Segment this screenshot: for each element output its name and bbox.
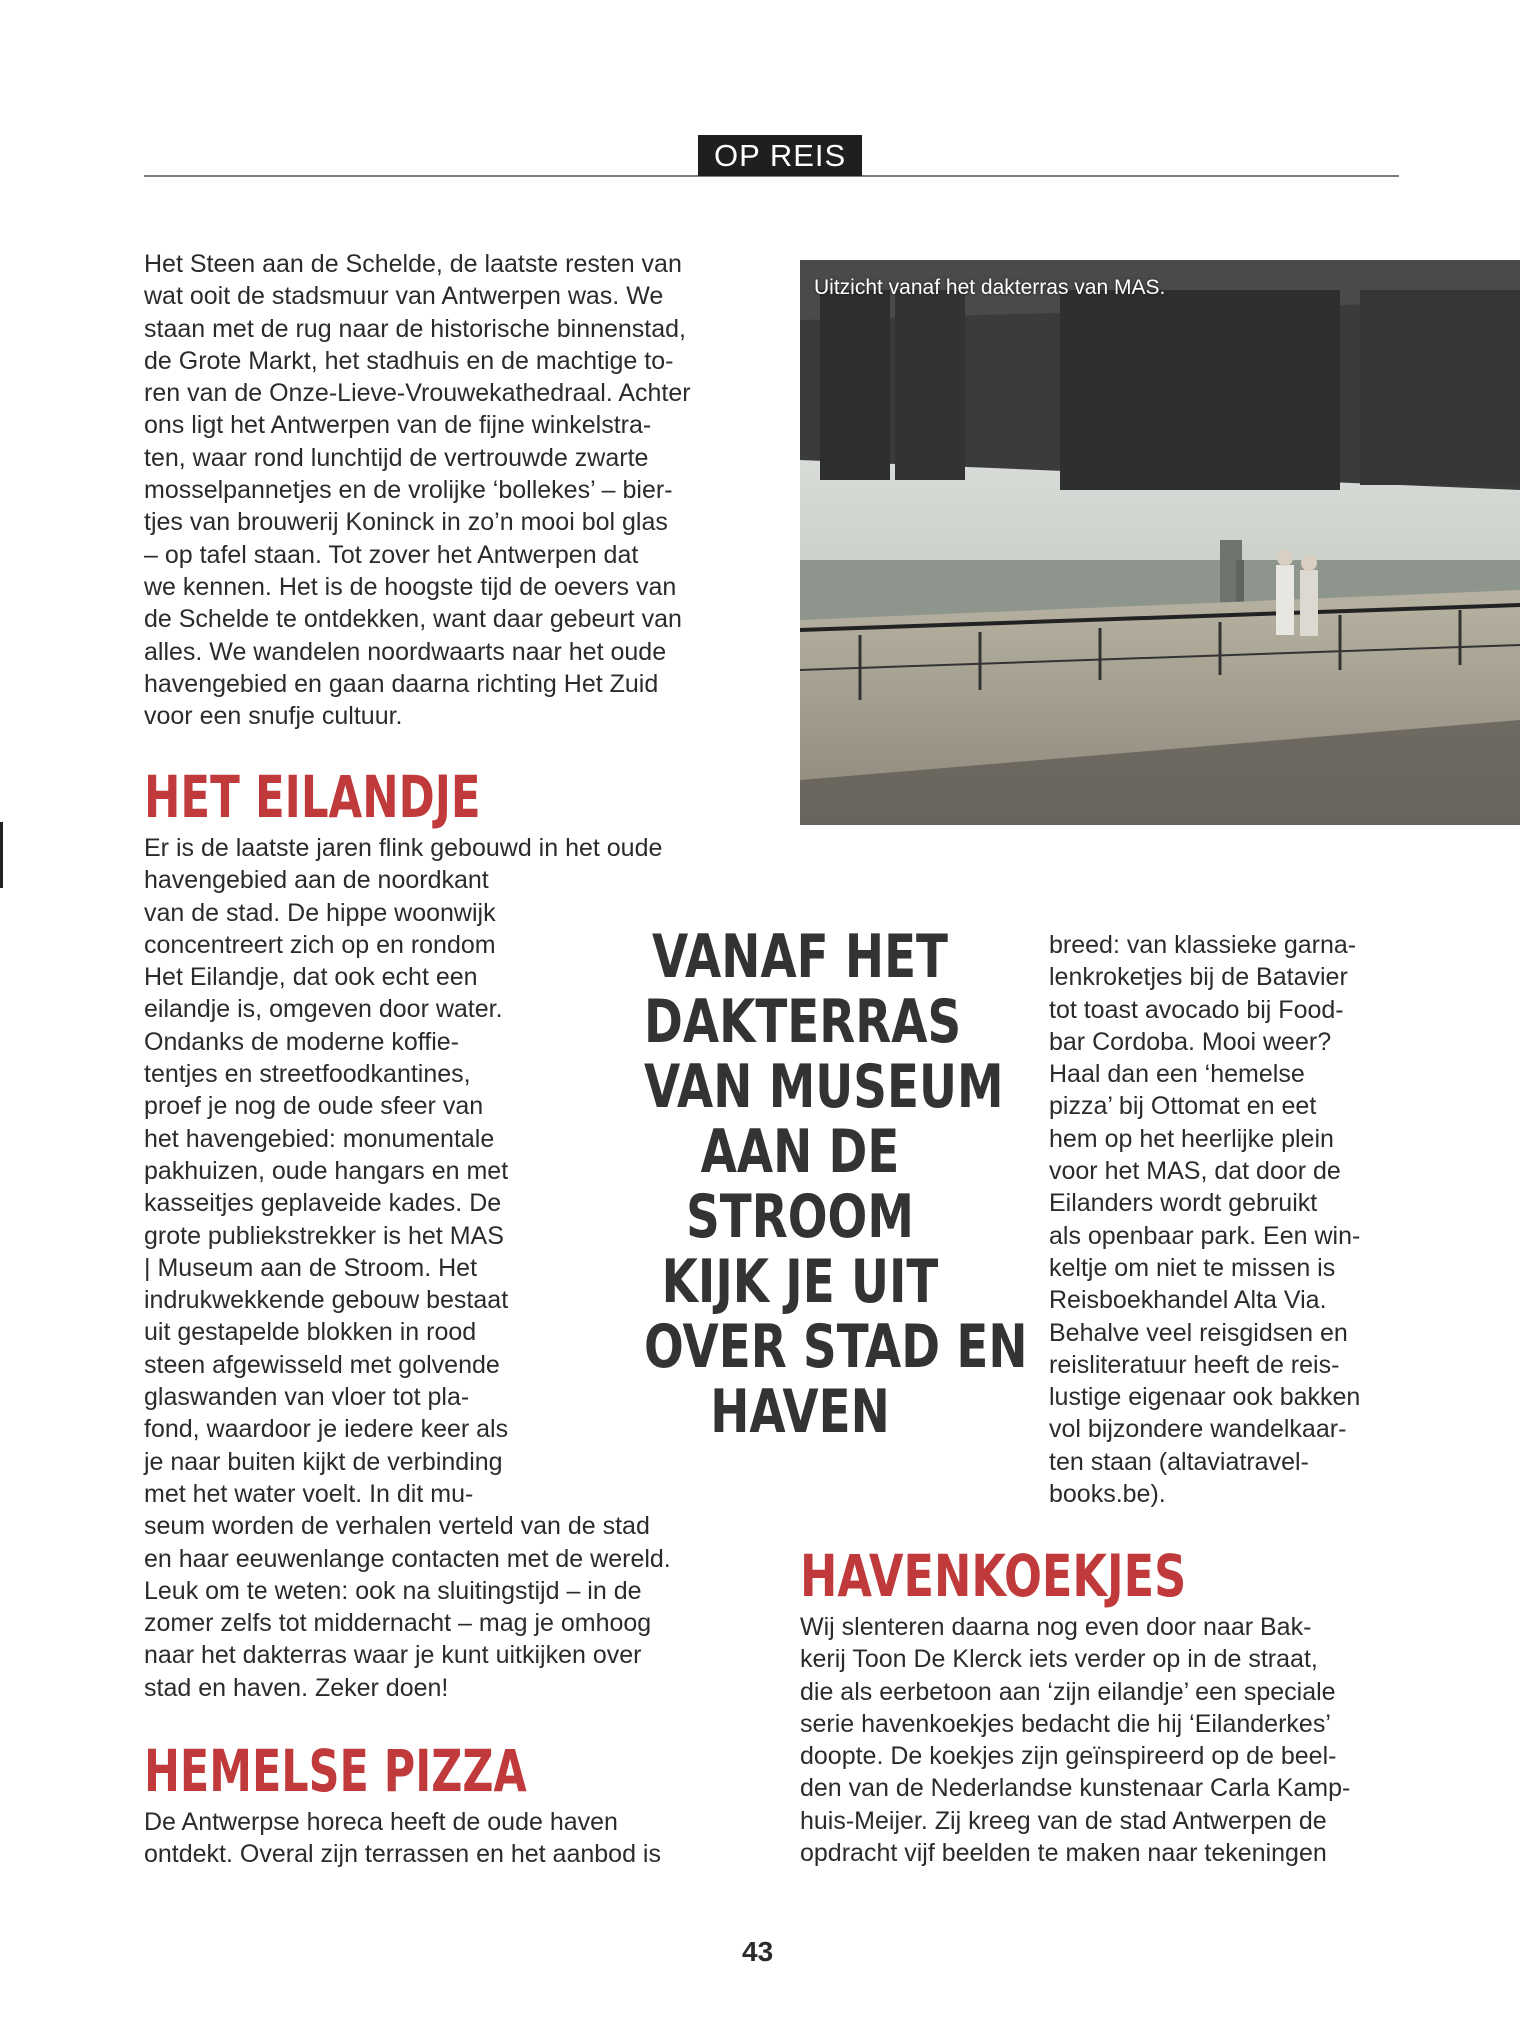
- pull-quote-line: OVER STAD EN: [644, 1312, 1028, 1382]
- eilandje-line: van de stad. De hippe woonwijk: [144, 898, 496, 927]
- pizza-cont-line: lustige eigenaar ook bakken: [1049, 1383, 1361, 1412]
- pizza-paragraph: [144, 1806, 661, 1871]
- intro-line: voor een snufje cultuur.: [144, 702, 403, 731]
- intro-line: – op tafel staan. Tot zover het Antwerpen dat: [144, 540, 639, 569]
- pizza-cont-line: lenkroketjes bij de Batavier: [1049, 963, 1348, 992]
- haven-line: huis-Meijer. Zij kreeg van de stad Antwerpen de: [800, 1806, 1327, 1835]
- pizza-cont-line: Eilanders wordt gebruikt: [1049, 1189, 1318, 1218]
- pizza-cont-line: bar Cordoba. Mooi weer?: [1049, 1027, 1332, 1056]
- pull-quote-line: HAVEN: [710, 1377, 890, 1447]
- eilandje-line: tentjes en streetfoodkantines,: [144, 1060, 471, 1089]
- pizza-cont-line: Behalve veel reisgidsen en: [1049, 1318, 1348, 1347]
- eilandje-line: steen afgewisseld met golvende: [144, 1350, 500, 1379]
- haven-line: opdracht vijf beelden te maken naar tekeningen: [800, 1839, 1327, 1868]
- eilandje-line: eilandje is, omgeven door water.: [144, 995, 503, 1024]
- pizza-continued-paragraph: [1049, 929, 1360, 1510]
- rooftop-illustration: [800, 260, 1520, 825]
- eilandje-line: met het water voelt. In dit mu-: [144, 1479, 474, 1508]
- eilandje-line: concentreert zich op en rondom: [144, 930, 496, 959]
- intro-line: Het Steen aan de Schelde, de laatste resten van: [144, 250, 682, 278]
- pull-quote-line: DAKTERRAS: [644, 987, 962, 1057]
- intro-line: havengebied en gaan daarna richting Het Zuid: [144, 669, 659, 698]
- haven-line: Wij slenteren daarna nog even door naar Bak-: [800, 1613, 1312, 1641]
- intro-line: wat ooit de stadsmuur van Antwerpen was. We: [144, 282, 664, 311]
- photo-caption: Uitzicht vanaf het dakterras van MAS.: [814, 276, 1166, 299]
- intro-line: tjes van brouwerij Koninck in zo’n mooi bol glas: [144, 508, 668, 537]
- pull-quote-line: STROOM: [686, 1182, 914, 1252]
- intro-line: ten, waar rond lunchtijd de vertrouwde zwarte: [144, 443, 649, 472]
- pull-quote-line: VAN MUSEUM: [644, 1052, 1004, 1122]
- intro-line: alles. We wandelen noordwaarts naar het oude: [144, 637, 667, 666]
- eilandje-line: proef je nog de oude sfeer van: [144, 1092, 484, 1121]
- eilandje-line: Leuk om te weten: ook na sluitingstijd – in de: [144, 1576, 642, 1605]
- section-label: OP REIS: [698, 135, 862, 176]
- eilandje-line: fond, waardoor je iedere keer als: [144, 1415, 509, 1444]
- pizza-cont-line: als openbaar park. Een win-: [1049, 1221, 1361, 1250]
- pull-quote-line: KIJK JE UIT: [661, 1247, 939, 1317]
- pizza-cont-line: Haal dan een ‘hemelse: [1049, 1060, 1305, 1089]
- intro-line: de Grote Markt, het stadhuis en de machtige to-: [144, 346, 674, 375]
- pizza-cont-line: vol bijzondere wandelkaar-: [1049, 1415, 1347, 1444]
- pizza-cont-line: breed: van klassieke garna-: [1049, 931, 1357, 959]
- intro-line: ons ligt het Antwerpen van de fijne winkelstra-: [144, 411, 652, 440]
- eilandje-line: kasseitjes geplaveide kades. De: [144, 1189, 502, 1218]
- pizza-cont-line: hem op het heerlijke plein: [1049, 1124, 1334, 1153]
- eilandje-line: | Museum aan de Stroom. Het: [144, 1253, 478, 1282]
- pizza-cont-line: Reisboekhandel Alta Via.: [1049, 1286, 1327, 1315]
- pizza-line: ontdekt. Overal zijn terrassen en het aanbod is: [144, 1840, 661, 1869]
- haven-line: doopte. De koekjes zijn geïnspireerd op de beel-: [800, 1742, 1337, 1771]
- pizza-cont-line: keltje om niet te missen is: [1049, 1253, 1336, 1282]
- pizza-cont-line: ten staan (altaviatravel-: [1049, 1447, 1309, 1476]
- eilandje-line: zomer zelfs tot middernacht – mag je omhoog: [144, 1609, 652, 1638]
- eilandje-line: het havengebied: monumentale: [144, 1124, 495, 1153]
- eilandje-line: seum worden de verhalen verteld van de stad: [144, 1512, 650, 1541]
- intro-line: we kennen. Het is de hoogste tijd de oevers van: [144, 572, 677, 601]
- page-number: 43: [742, 1936, 774, 1967]
- pizza-cont-line: tot toast avocado bij Food-: [1049, 995, 1344, 1024]
- eilandje-line: indrukwekkende gebouw bestaat: [144, 1286, 509, 1315]
- pizza-line: De Antwerpse horeca heeft de oude haven: [144, 1808, 618, 1836]
- pull-quote: [600, 922, 1028, 1447]
- havenkoekjes-paragraph: [800, 1611, 1350, 1869]
- intro-line: ren van de Onze-Lieve-Vrouwekathedraal. Achter: [144, 379, 691, 408]
- pizza-cont-line: voor het MAS, dat door de: [1049, 1157, 1341, 1186]
- mas-rooftop-photo: [800, 260, 1520, 825]
- pull-quote-line: VANAF HET: [652, 922, 948, 992]
- intro-line: de Schelde te ontdekken, want daar gebeurt van: [144, 605, 682, 634]
- eilandje-line: stad en haven. Zeker doen!: [144, 1673, 449, 1702]
- intro-line: mosselpannetjes en de vrolijke ‘bollekes’ – bier-: [144, 476, 673, 505]
- eilandje-line: en haar eeuwenlange contacten met de wereld.: [144, 1544, 671, 1573]
- haven-line: serie havenkoekjes bedacht die hij ‘Eilanderkes’: [800, 1709, 1331, 1738]
- haven-line: die als eerbetoon aan ‘zijn eilandje’ een speciale: [800, 1677, 1336, 1706]
- eilandje-line: pakhuizen, oude hangars en met: [144, 1156, 509, 1185]
- heading-het-eilandje: HET EILANDJE: [144, 763, 481, 831]
- eilandje-paragraph: [144, 832, 671, 1704]
- eilandje-line: Er is de laatste jaren flink gebouwd in het oude: [144, 834, 663, 862]
- eilandje-line: je naar buiten kijkt de verbinding: [144, 1447, 503, 1476]
- intro-line: staan met de rug naar de historische binnenstad,: [144, 314, 687, 343]
- intro-paragraph: [144, 248, 691, 732]
- heading-hemelse-pizza: HEMELSE PIZZA: [144, 1737, 527, 1805]
- eilandje-line: uit gestapelde blokken in rood: [144, 1318, 477, 1347]
- heading-havenkoekjes: HAVENKOEKJES: [800, 1542, 1187, 1610]
- eilandje-line: grote publiekstrekker is het MAS: [144, 1221, 504, 1250]
- haven-line: kerij Toon De Klerck iets verder op in de straat,: [800, 1645, 1318, 1674]
- eilandje-line: havengebied aan de noordkant: [144, 866, 489, 895]
- eilandje-line: glaswanden van vloer tot pla-: [144, 1383, 470, 1412]
- pull-quote-line: AAN DE: [700, 1117, 900, 1187]
- edge-mark: [0, 822, 3, 888]
- pizza-cont-line: pizza’ bij Ottomat en eet: [1049, 1092, 1317, 1121]
- pizza-cont-line: reisliteratuur heeft de reis-: [1049, 1350, 1340, 1379]
- eilandje-line: Het Eilandje, dat ook echt een: [144, 963, 478, 992]
- haven-line: den van de Nederlandse kunstenaar Carla Kamp-: [800, 1774, 1351, 1803]
- eilandje-line: naar het dakterras waar je kunt uitkijken over: [144, 1641, 642, 1670]
- pizza-cont-line: books.be).: [1049, 1480, 1166, 1509]
- eilandje-line: Ondanks de moderne koffie-: [144, 1027, 460, 1056]
